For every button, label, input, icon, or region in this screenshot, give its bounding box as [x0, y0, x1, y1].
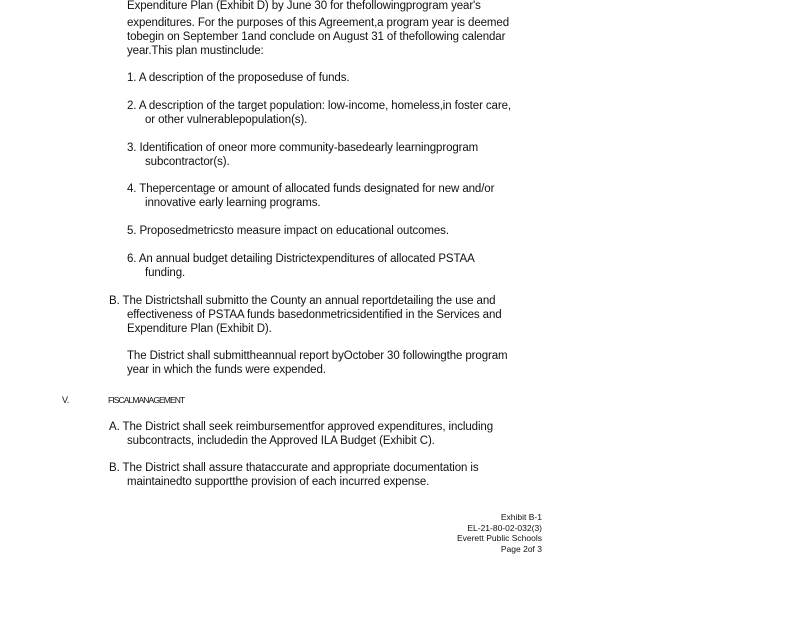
list-item-2: 2. A description of the target population: low-income, homeless,in foster care, — [127, 100, 511, 112]
section-b-line: Expenditure Plan (Exhibit D). — [127, 323, 272, 335]
footer-party: Everett Public Schools — [456, 533, 542, 543]
list-item-2-cont: or other vulnerablepopulation(s). — [145, 114, 308, 126]
section-v-title: FISCALMANAGEMENT — [108, 395, 185, 405]
footer-exhibit: Exhibit B-1 — [500, 512, 542, 522]
intro-line: Expenditure Plan (Exhibit D) by June 30 for thefollowingprogram year's — [127, 0, 481, 12]
list-item-5: 5. Proposedmetricsto measure impact on educational outcomes. — [127, 225, 449, 237]
list-item-4: 4. Thepercentage or amount of allocated funds designated for new and/or — [127, 183, 495, 195]
page-footer — [457, 512, 542, 554]
section-b-line: effectiveness of PSTAA funds basedonmetricsidentified in the Services and — [127, 309, 502, 321]
list-item-4-cont: innovative early learning programs. — [145, 197, 321, 209]
footer-page-number: Page 2of 3 — [500, 543, 542, 554]
section-v-a-line: A. The District shall seek reimbursementfor approved expenditures, including — [109, 421, 494, 433]
section-b-para: year in which the funds were expended. — [127, 364, 326, 376]
intro-line: tobegin on September 1and conclude on August 31 of thefollowing calendar — [127, 31, 506, 43]
section-v-b-line: maintainedto supportthe provision of each incurred expense. — [127, 476, 430, 488]
section-v-number: V. — [62, 395, 69, 405]
list-item-6-cont: funding. — [145, 267, 186, 279]
section-b-para: The District shall submittheannual report byOctober 30 followingthe program — [127, 350, 508, 362]
intro-line: expenditures. For the purposes of this Agreement,a program year is deemed — [127, 17, 509, 29]
list-item-3-cont: subcontractor(s). — [145, 156, 230, 168]
list-item-6: 6. An annual budget detailing Districtexpenditures of allocated PSTAA — [127, 253, 475, 265]
section-v-a-line: subcontracts, includedin the Approved ILA Budget (Exhibit C). — [127, 435, 435, 447]
list-item-3: 3. Identification of oneor more community-basedearly learningprogram — [127, 142, 479, 154]
section-v-b-line: B. The District shall assure thataccurate and appropriate documentation is — [109, 462, 479, 474]
list-item-1: 1. A description of the proposeduse of funds. — [127, 72, 350, 84]
intro-line: year.This plan mustinclude: — [127, 45, 264, 57]
section-b-line: B. The Districtshall submitto the County an annual reportdetailing the use and — [109, 295, 496, 307]
footer-contract-number: EL-21-80-02-032(3) — [467, 522, 542, 533]
